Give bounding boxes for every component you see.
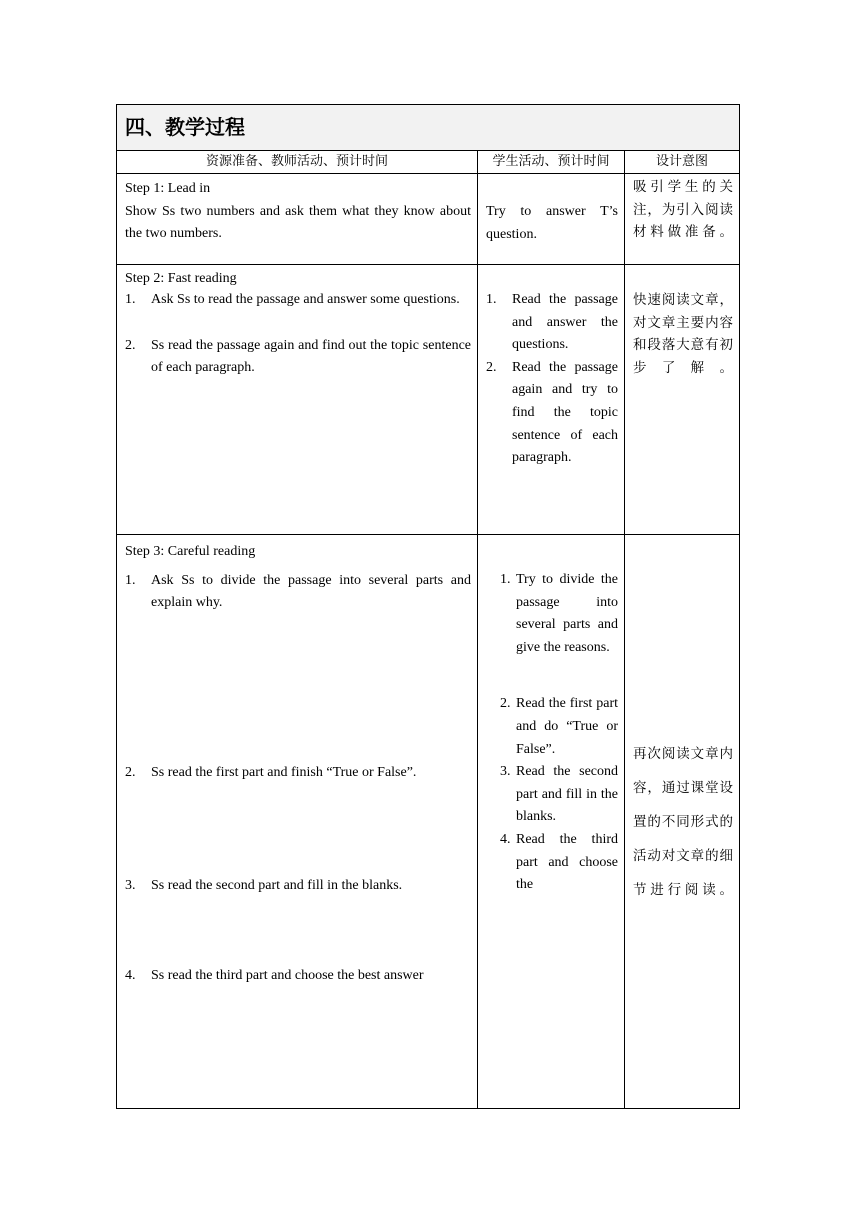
step-2-student-cell (478, 265, 625, 535)
header-intent: 设计意图 (625, 151, 740, 174)
step-3-intent-cell (625, 535, 740, 1109)
list-item: 4. Read the third part and choose the (500, 831, 618, 893)
header-row (117, 151, 740, 174)
step-2-teacher-list (125, 289, 471, 380)
step-1-row (117, 174, 740, 265)
list-item: 2. Read the first part and do “True or False”. (500, 696, 618, 757)
step-2-teacher-cell (117, 265, 478, 535)
step-2-intent: 快速阅读文章，对文章主要内容和段落大意有初步了解。 (633, 292, 733, 376)
list-item: 1. Read the passage and answer the questions. (486, 292, 618, 353)
step-1-intent: 吸引学生的关注，为引入阅读材料做准备。 (633, 179, 733, 241)
list-item: 1. Try to divide the passage into several parts and give the reasons. (500, 572, 618, 655)
list-item: 3. Ss read the second part and fill in the blanks. (125, 877, 403, 893)
list-item: 2. Ss read the passage again and find out the topic sentence of each paragraph. (125, 337, 471, 376)
step-3-student-cell (478, 535, 625, 1109)
step-1-teacher-cell (117, 174, 478, 265)
section-title: 四、教学过程 (117, 105, 740, 151)
step-3-title: Step 3: Careful reading (125, 544, 256, 559)
step-3-intent: 再次阅读文章内容，通过课堂设置的不同形式的活动对文章的细节进行阅读。 (633, 745, 733, 898)
step-3-teacher-cell (117, 535, 478, 1109)
step-3-student-list (500, 569, 618, 897)
step-2-title: Step 2: Fast reading (125, 271, 237, 286)
step-2-row (117, 265, 740, 535)
list-item: 1. Ask Ss to divide the passage into several parts and explain why. (125, 572, 471, 611)
step-1-intent-cell (625, 174, 740, 265)
teaching-process-table (116, 104, 740, 1109)
step-2-intent-cell (625, 265, 740, 535)
list-item: 4. Ss read the third part and choose the best answer (125, 967, 424, 983)
header-teacher: 资源准备、教师活动、预计时间 (117, 151, 478, 174)
step-1-teacher-text: Show Ss two numbers and ask them what they know about the two numbers. (125, 203, 471, 242)
step-2-student-list (486, 289, 618, 470)
list-item: 3. Read the second part and fill in the blanks. (500, 764, 618, 825)
header-student: 学生活动、预计时间 (478, 151, 625, 174)
step-1-student-text: Try to answer T’s question. (486, 204, 618, 242)
list-item: 1. Ask Ss to read the passage and answer some questions. (125, 292, 460, 307)
step-1-title: Step 1: Lead in (125, 181, 211, 196)
list-item: 2. Read the passage again and try to find the topic sentence of each paragraph. (486, 359, 618, 466)
step-3-row (117, 535, 740, 1109)
step-1-student-cell (478, 174, 625, 265)
list-item: 2. Ss read the first part and finish “True or False”. (125, 764, 417, 780)
step-3-teacher-list (125, 570, 471, 988)
